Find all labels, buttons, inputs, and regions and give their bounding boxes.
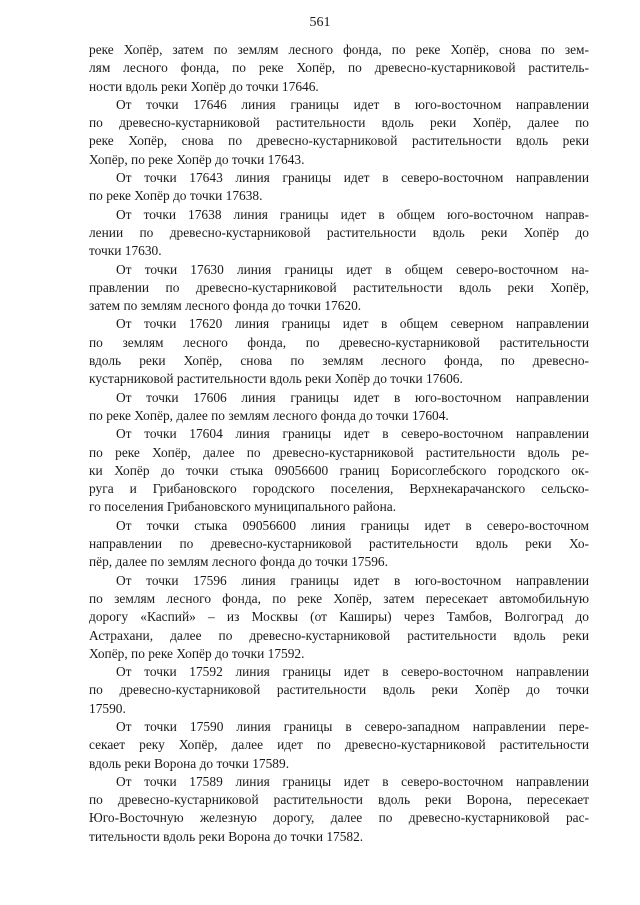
page-number: 561: [309, 15, 331, 30]
paragraph: [89, 169, 589, 206]
text-line: От точки 17604 линия границы идет в северо-восточном направлении: [116, 426, 589, 442]
paragraph: [89, 315, 589, 388]
text-line: ности вдоль реки Хопёр до точки 17646.: [89, 78, 319, 94]
text-line: Юго-Восточную железную дорогу, далее по древесно-кустарниковой рас-: [89, 810, 589, 826]
paragraph: [89, 389, 589, 426]
text-line: правлении по древесно-кустарниковой растительности вдоль реки Хопёр,: [89, 279, 589, 295]
text-line: От точки 17620 линия границы идет в общем северном направлении: [116, 316, 589, 332]
text-line: кустарниковой растительности вдоль реки Хопёр до точки 17606.: [89, 371, 463, 387]
text-line: реке Хопёр, снова по древесно-кустарниковой растительности вдоль реки: [89, 133, 589, 149]
paragraph: [89, 261, 589, 316]
text-line: лении по древесно-кустарниковой растительности вдоль реки Хопёр до: [89, 224, 589, 240]
text-line: тительности вдоль реки Ворона до точки 17582.: [89, 828, 364, 844]
text-line: руга и Грибановского городского поселения, Верхнекарачанского сельско-: [89, 481, 589, 497]
text-line: пёр, далее по землям лесного фонда до точки 17596.: [89, 554, 388, 570]
paragraph: [89, 425, 589, 516]
text-line: по древесно-кустарниковой растительности вдоль реки Хопёр, далее по: [89, 115, 589, 131]
text-line: Астрахани, далее по древесно-кустарниковой растительности вдоль реки: [89, 627, 589, 643]
text-line: От точки стыка 09056600 линия границы идет в северо-восточном: [116, 517, 589, 533]
text-line: по древесно-кустарниковой растительности вдоль реки Хопёр до точки: [89, 682, 589, 698]
text-line: реке Хопёр, затем по землям лесного фонда, по реке Хопёр, снова по зем-: [89, 42, 589, 57]
text-line: направлении по древесно-кустарниковой растительности вдоль реки Хо-: [89, 536, 589, 552]
text-line: От точки 17638 линия границы идет в общем юго-восточном направ-: [116, 206, 589, 222]
text-line: От точки 17589 линия границы идет в северо-восточном направлении: [116, 773, 589, 789]
paragraph: [89, 663, 589, 718]
text-line: по реке Хопёр, далее по древесно-кустарниковой растительности вдоль ре-: [89, 444, 589, 460]
paragraph: [89, 517, 589, 572]
text-line: ки Хопёр до точки стыка 09056600 границ Борисоглебского городского ок-: [89, 462, 589, 478]
text-line: От точки 17592 линия границы идет в северо-восточном направлении: [116, 664, 589, 680]
text-line: дорогу «Каспий» – из Москвы (от Каширы) через Тамбов, Волгоград до: [89, 609, 589, 625]
text-line: вдоль реки Хопёр, снова по землям лесного фонда, по древесно-: [89, 353, 589, 369]
paragraph: [89, 773, 589, 846]
text-line: секает реку Хопёр, далее идет по древесно-кустарниковой растительности: [89, 737, 589, 753]
text-line: го поселения Грибановского муниципального района.: [89, 499, 397, 515]
text-line: 17590.: [89, 700, 126, 716]
text-line: точки 17630.: [89, 243, 162, 259]
text-line: вдоль реки Ворона до точки 17589.: [89, 755, 290, 771]
paragraph: [89, 572, 589, 663]
text-line: Хопёр, по реке Хопёр до точки 17643.: [89, 151, 305, 167]
text-line: по землям лесного фонда, по реке Хопёр, затем пересекает автомобильную: [89, 590, 589, 606]
document-body: [89, 41, 589, 846]
text-line: по древесно-кустарниковой растительности вдоль реки Ворона, пересекает: [89, 792, 589, 808]
paragraph: [89, 718, 589, 773]
text-line: От точки 17646 линия границы идет в юго-восточном направлении: [116, 96, 589, 112]
text-line: От точки 17606 линия границы идет в юго-восточном направлении: [116, 389, 589, 405]
text-line: затем по землям лесного фонда до точки 17620.: [89, 298, 362, 314]
text-line: От точки 17630 линия границы идет в общем северо-восточном на-: [116, 261, 589, 277]
text-line: От точки 17590 линия границы в северо-западном направлении пере-: [116, 718, 589, 734]
text-line: Хопёр, по реке Хопёр до точки 17592.: [89, 645, 305, 661]
text-line: по реке Хопёр до точки 17638.: [89, 188, 263, 204]
text-line: лям лесного фонда, по реке Хопёр, по древесно-кустарниковой раститель-: [89, 60, 589, 76]
text-line: От точки 17643 линия границы идет в северо-восточном направлении: [116, 170, 589, 186]
paragraph: [89, 206, 589, 261]
text-line: по землям лесного фонда, по древесно-кустарниковой растительности: [89, 334, 589, 350]
text-line: по реке Хопёр, далее по землям лесного фонда до точки 17604.: [89, 407, 449, 423]
text-line: От точки 17596 линия границы идет в юго-восточном направлении: [116, 572, 589, 588]
paragraph: [89, 96, 589, 169]
paragraph: [89, 41, 589, 96]
